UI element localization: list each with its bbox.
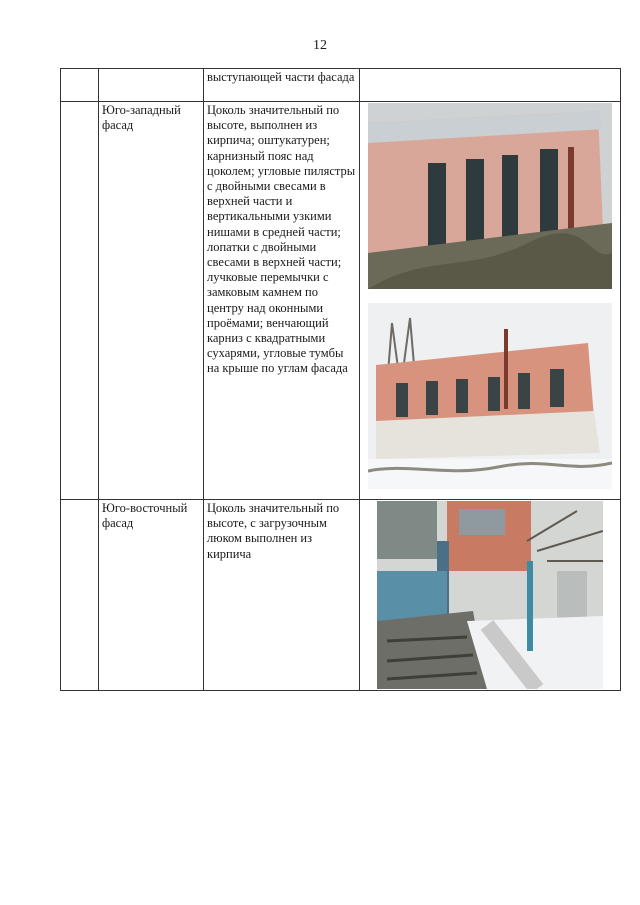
table-row [61, 102, 621, 500]
table-row [61, 69, 621, 102]
southeast-facade-photo [377, 501, 603, 689]
photo-cell [360, 500, 621, 691]
row-number-cell [61, 500, 99, 691]
description-cell: Цоколь значительный по высоте, с загрузочным люком выполнен из кирпича [204, 500, 360, 691]
page-number: 12 [313, 38, 327, 53]
photo-cell [360, 102, 621, 500]
southwest-facade-photo-1 [368, 103, 612, 289]
row-number-cell [61, 102, 99, 500]
facade-table [60, 68, 621, 691]
description-cell: выступающей части фасада [204, 69, 360, 102]
description-cell: Цоколь значительный по высоте, выполнен из кирпича; оштукатурен; карнизный пояс над цоколем; угловые пилястры с двойными свесами в верхней части и вертикальными узкими нишами в средней части; лопатки с двойными свесами в верхней части; лучковые перемычки с замковым камнем по центру над оконными проёмами; венчающий карниз с квадратными сухарями, угловые тумбы на крыше по углам фасада [204, 102, 360, 500]
facade-name-cell: Юго-западный фасад [99, 102, 204, 500]
table-row [61, 500, 621, 691]
facade-name-cell: Юго-восточный фасад [99, 500, 204, 691]
row-number-cell [61, 69, 99, 102]
southwest-facade-photo-2 [368, 303, 612, 489]
facade-name-cell [99, 69, 204, 102]
photo-cell [360, 69, 621, 102]
